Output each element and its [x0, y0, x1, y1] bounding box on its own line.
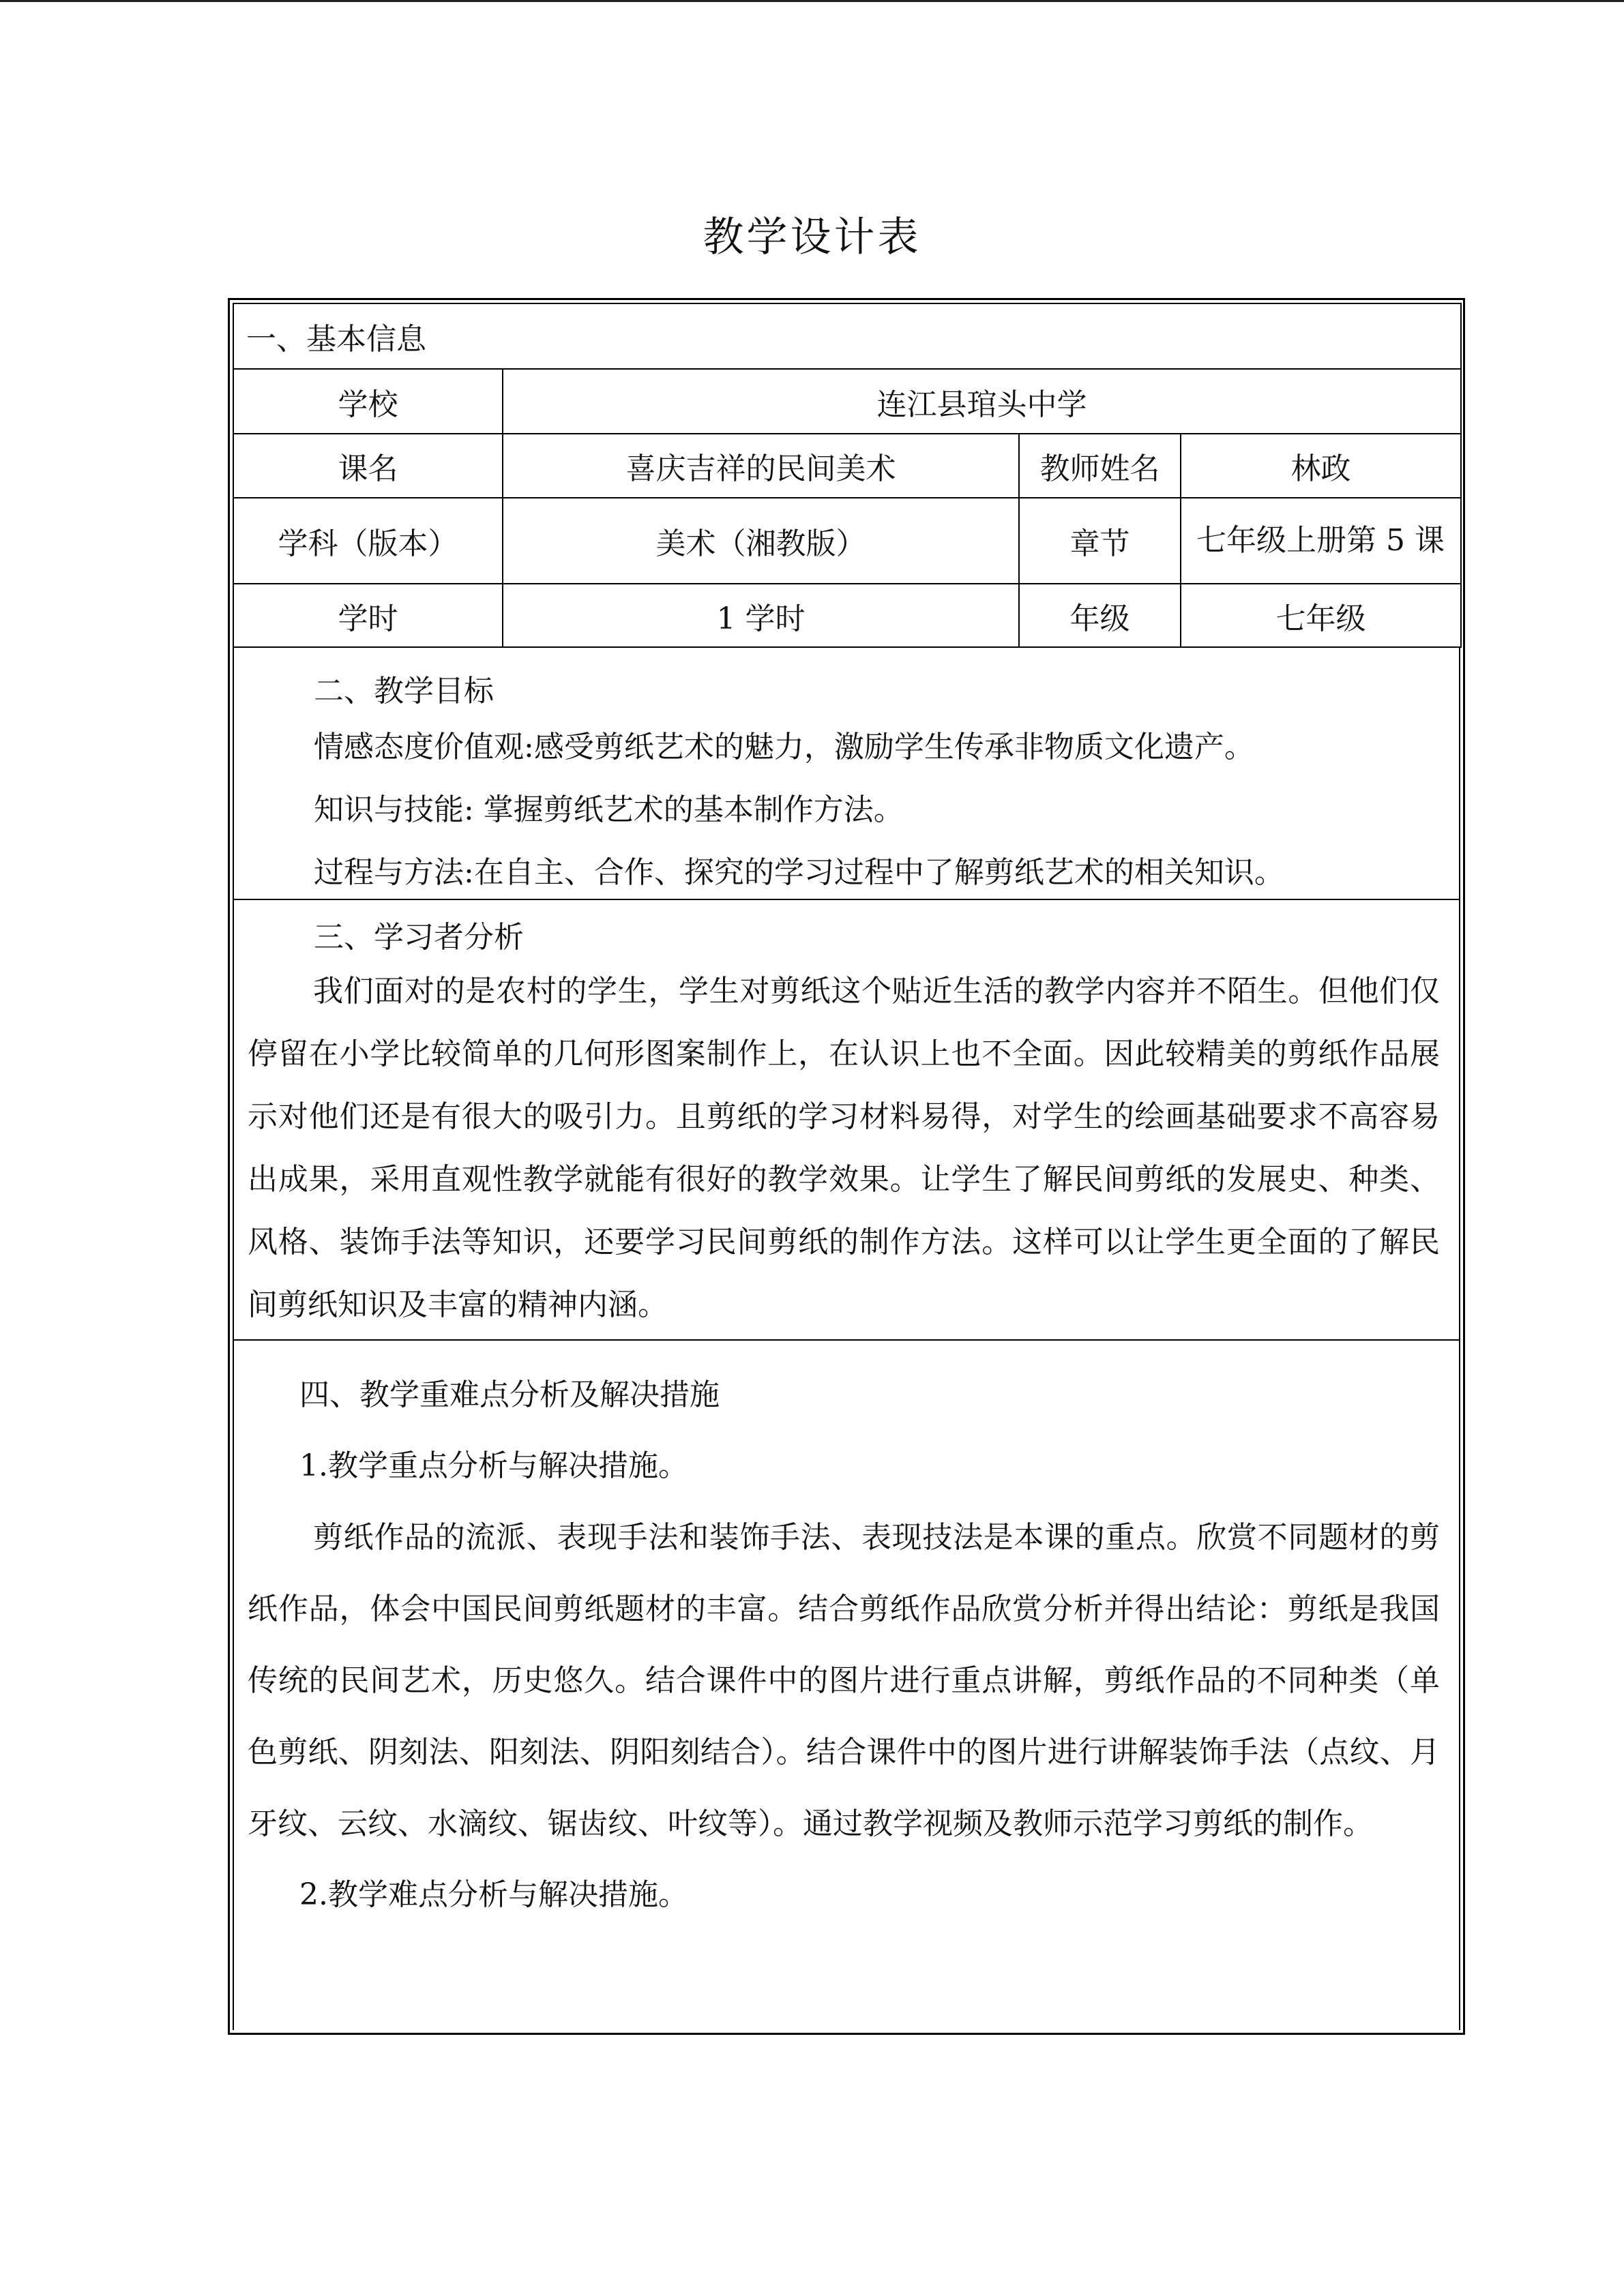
teacher-value: 林政 — [1181, 434, 1461, 498]
objective-line: 过程与方法:在自主、合作、探究的学习过程中了解剪纸艺术的相关知识。 — [314, 855, 1284, 890]
key-points-heading: 四、教学重难点分析及解决措施 — [299, 1377, 720, 1412]
difficult-points-subheading: 2.教学难点分析与解决措施。 — [299, 1877, 688, 1912]
school-value: 连江县琯头中学 — [503, 369, 1461, 434]
learner-analysis-heading: 三、学习者分析 — [314, 920, 524, 955]
key-points-subheading: 1.教学重点分析与解决措施。 — [299, 1448, 688, 1483]
objectives-section — [233, 646, 1460, 900]
school-row — [233, 369, 1461, 434]
basic-info-table — [233, 303, 1462, 648]
course-row — [233, 434, 1461, 498]
grade-value: 七年级 — [1181, 584, 1461, 647]
basic-info-heading: 一、基本信息 — [233, 303, 1461, 369]
learner-analysis-section — [233, 900, 1460, 1341]
objective-line: 情感态度价值观:感受剪纸艺术的魅力，激励学生传承非物质文化遗产。 — [314, 730, 1254, 764]
document-title: 教学设计表 — [703, 213, 921, 261]
chapter-value: 七年级上册第 5 课 — [1181, 498, 1461, 584]
basic-info-header-row — [233, 303, 1461, 369]
course-label: 课名 — [233, 434, 503, 498]
learner-analysis-body: 我们面对的是农村的学生，学生对剪纸这个贴近生活的教学内容并不陌生。但他们仅停留在小学比较简单的几何形图案制作上，在认识上也不全面。因此较精美的剪纸作品展示对他们还是有很大的吸引力。且剪纸的学习材料易得，对学生的绘画基础要求不高容易出成果，采用直观性教学就能有很好的教学效果。让学生了解民间剪纸的发展史、种类、风格、装饰手法等知识，还要学习民间剪纸的制作方法。这样可以让学生更全面的了解民间剪纸知识及丰富的精神内涵。 — [248, 974, 1440, 1322]
subject-row — [233, 498, 1461, 584]
objectives-heading: 二、教学目标 — [314, 674, 494, 709]
course-value: 喜庆吉祥的民间美术 — [503, 434, 1019, 498]
grade-label: 年级 — [1019, 584, 1181, 647]
school-label: 学校 — [233, 369, 503, 434]
subject-label: 学科（版本） — [233, 498, 503, 584]
hours-value: 1 学时 — [503, 584, 1019, 647]
objective-line: 知识与技能: 掌握剪纸艺术的基本制作方法。 — [314, 792, 904, 827]
key-points-section — [233, 1341, 1460, 2030]
hours-label: 学时 — [233, 584, 503, 647]
page-top-border — [0, 0, 1624, 2]
chapter-label: 章节 — [1019, 498, 1181, 584]
teacher-label: 教师姓名 — [1019, 434, 1181, 498]
hours-row — [233, 584, 1461, 647]
key-points-body: 剪纸作品的流派、表现手法和装饰手法、表现技法是本课的重点。欣赏不同题材的剪纸作品，体会中国民间剪纸题材的丰富。结合剪纸作品欣赏分析并得出结论：剪纸是我国传统的民间艺术，历史悠久。结合课件中的图片进行重点讲解，剪纸作品的不同种类（单色剪纸、阴刻法、阳刻法、阴阳刻结合）。结合课件中的图片进行讲解装饰手法（点纹、月牙纹、云纹、水滴纹、锯齿纹、叶纹等）。通过教学视频及教师示范学习剪纸的制作。 — [248, 1520, 1440, 1841]
subject-value: 美术（湘教版） — [503, 498, 1019, 584]
